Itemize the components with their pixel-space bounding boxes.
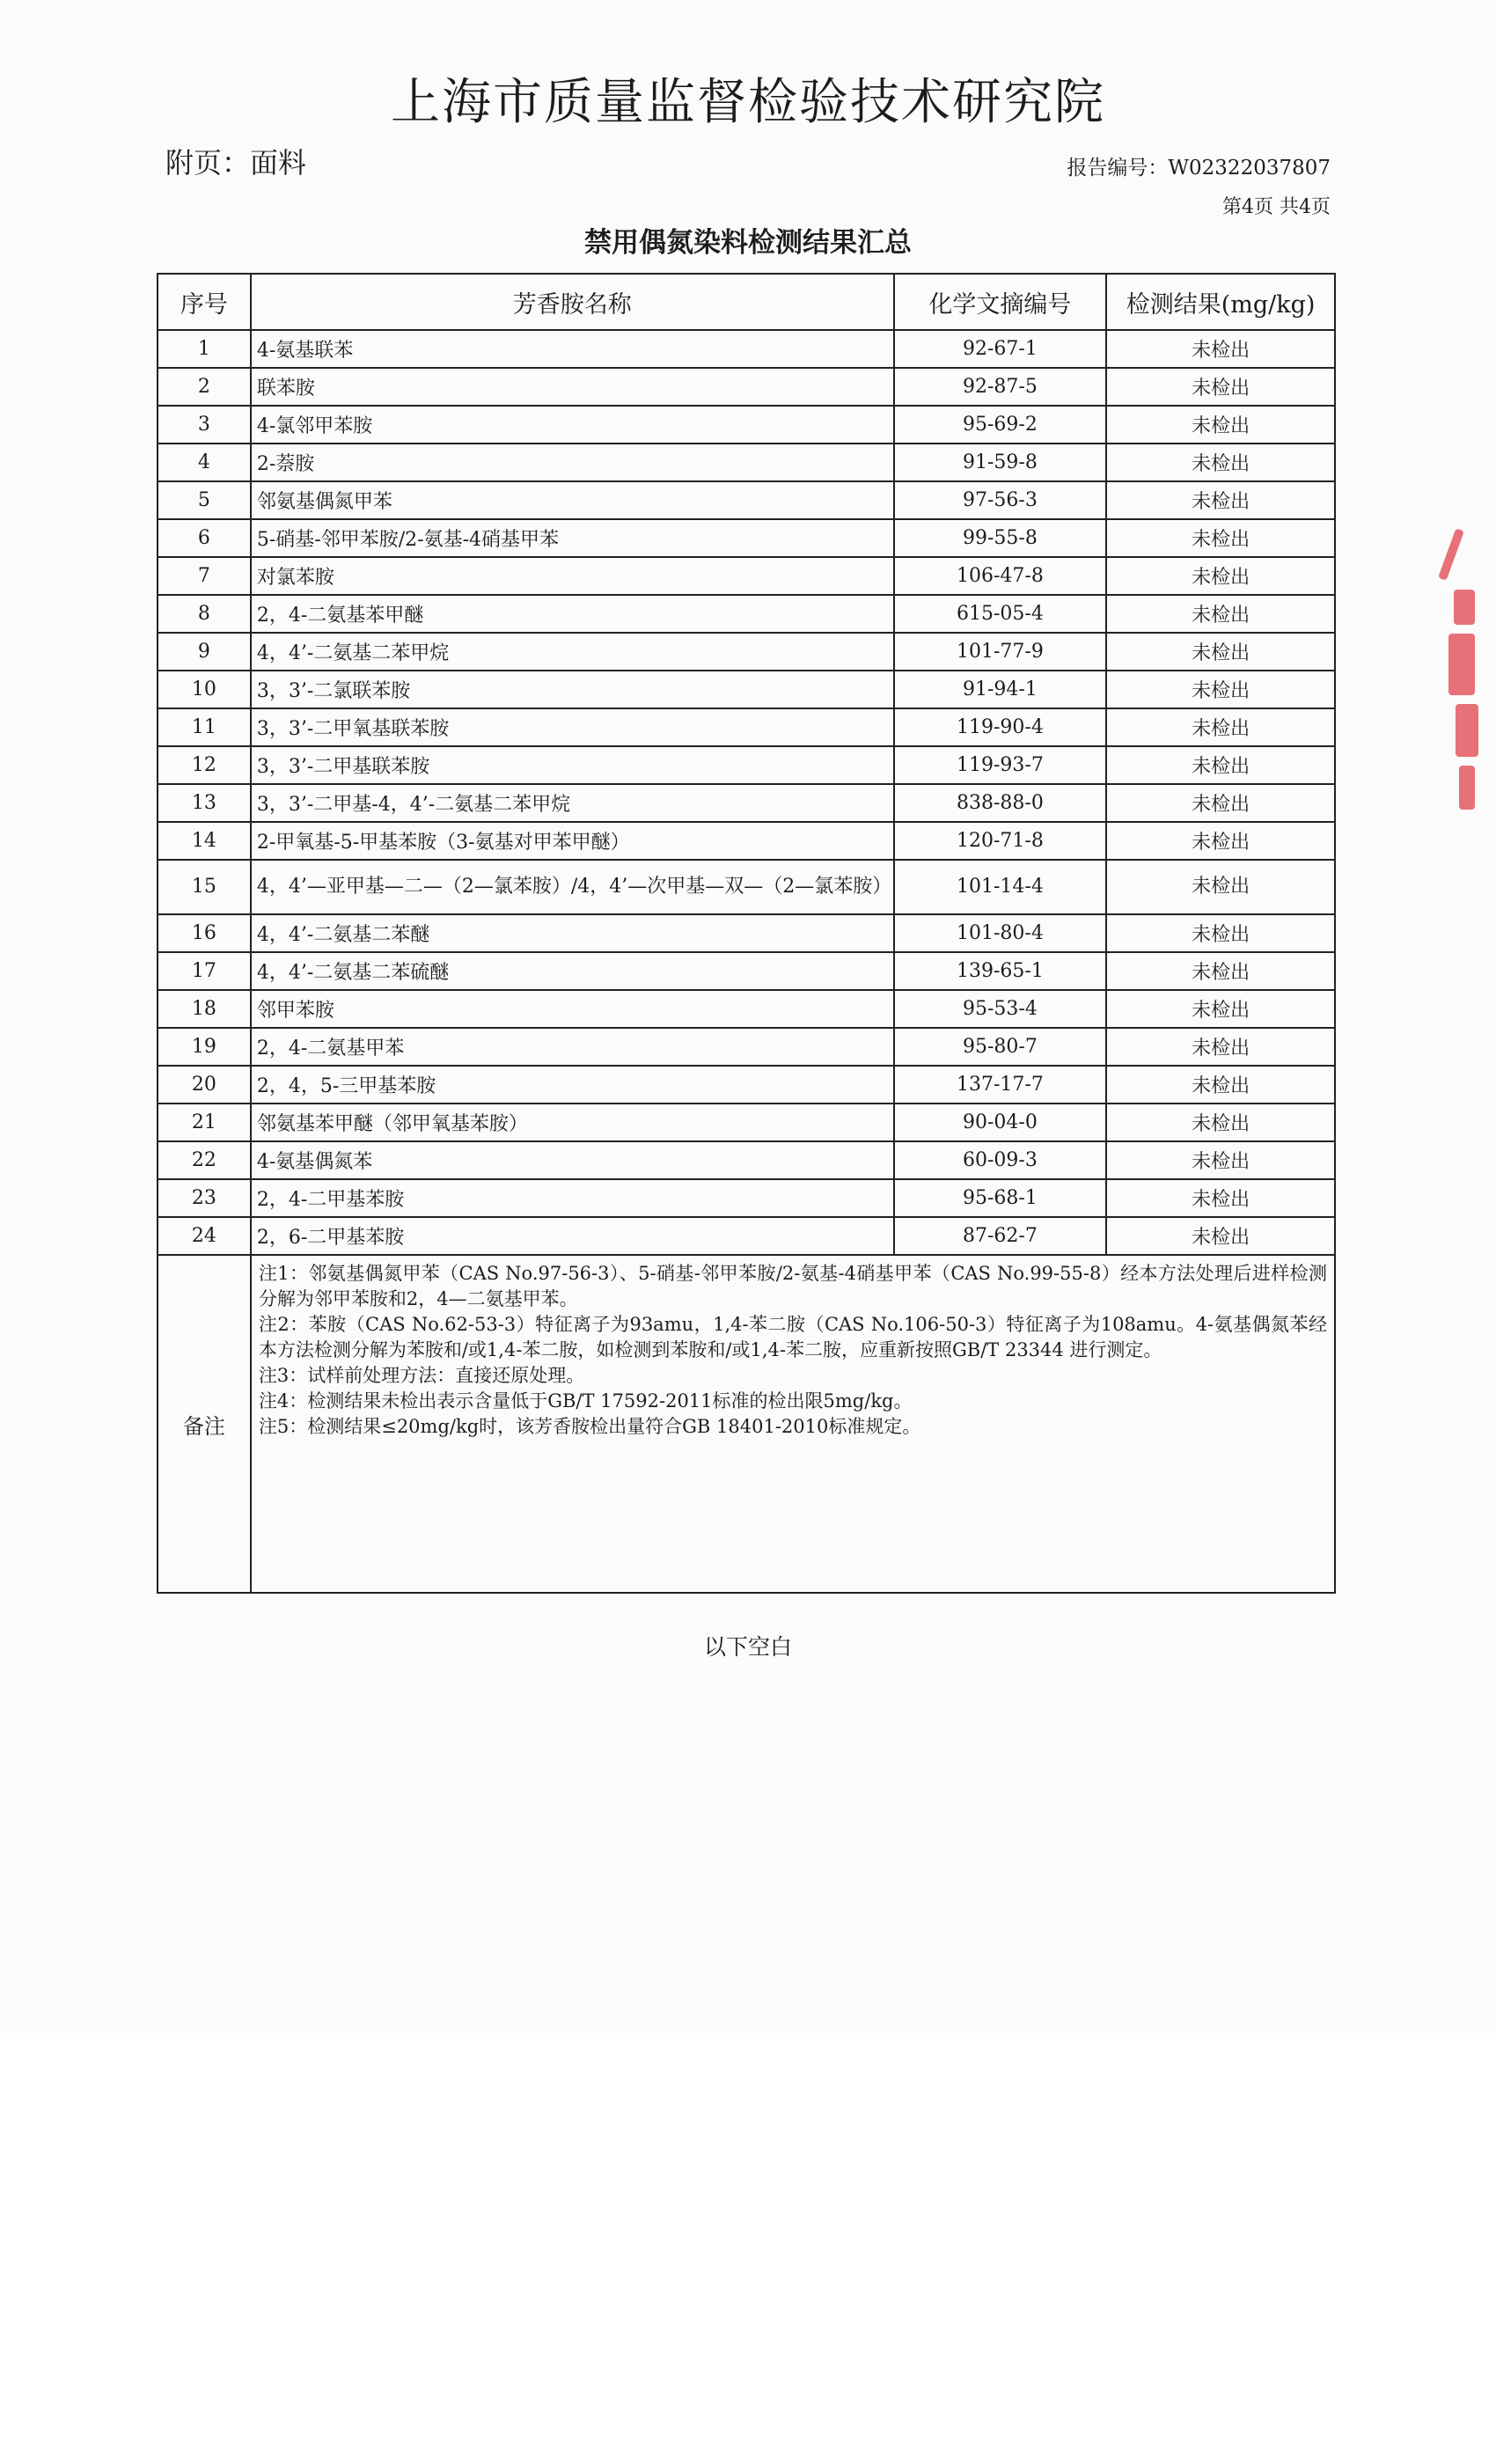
table-row: [158, 1066, 1335, 1104]
report-number: 报告编号：W02322037807: [1067, 157, 1331, 180]
cell-result: 未检出: [1106, 1179, 1335, 1217]
cell-no: 23: [158, 1179, 251, 1217]
cell-no: 10: [158, 671, 251, 708]
cell-cas: 91-59-8: [894, 444, 1107, 481]
cell-result: 未检出: [1106, 557, 1335, 595]
cell-cas: 119-90-4: [894, 708, 1107, 746]
cell-name: 4，4’—亚甲基—二—（2—氯苯胺）/4，4’—次甲基—双—（2—氯苯胺）: [251, 860, 894, 914]
cell-no: 21: [158, 1104, 251, 1141]
cell-cas: 95-69-2: [894, 406, 1107, 444]
table-row: [158, 1104, 1335, 1141]
cell-name: 4-氯邻甲苯胺: [251, 406, 894, 444]
table-row: [158, 595, 1335, 633]
note-2: 注2：苯胺（CAS No.62-53-3）特征离子为93amu，1,4-苯二胺（CAS No.106-50-3）特征离子为108amu。4-氨基偶氮苯经本方法检测分解为苯胺和/或1,4-苯二胺，如检测到苯胺和/或1,4-苯二胺，应重新按照GB/T 23344 进行测定。: [258, 1314, 1327, 1360]
cell-name: 2，4，5-三甲基苯胺: [251, 1066, 894, 1104]
cell-name: 3，3’-二氯联苯胺: [251, 671, 894, 708]
cell-no: 11: [158, 708, 251, 746]
cell-result: 未检出: [1106, 1141, 1335, 1179]
table-row: [158, 1141, 1335, 1179]
cell-cas: 92-67-1: [894, 330, 1107, 368]
note-3: 注3：试样前处理方法：直接还原处理。: [258, 1365, 585, 1386]
cell-result: 未检出: [1106, 406, 1335, 444]
table-row: [158, 952, 1335, 990]
institute-name: 上海市质量监督检验技术研究院: [391, 74, 1105, 131]
cell-result: 未检出: [1106, 444, 1335, 481]
cell-cas: 99-55-8: [894, 519, 1107, 557]
cell-result: 未检出: [1106, 708, 1335, 746]
cell-result: 未检出: [1106, 633, 1335, 671]
cell-no: 4: [158, 444, 251, 481]
cell-name: 2-甲氧基-5-甲基苯胺（3-氨基对甲苯甲醚）: [251, 822, 894, 860]
table-row: [158, 406, 1335, 444]
cell-no: 19: [158, 1028, 251, 1066]
document-title: 禁用偶氮染料检测结果汇总: [584, 227, 912, 259]
table-row: [158, 784, 1335, 822]
cell-cas: 95-53-4: [894, 990, 1107, 1028]
cell-cas: 119-93-7: [894, 746, 1107, 784]
table-row: [158, 633, 1335, 671]
cell-no: 7: [158, 557, 251, 595]
cell-result: 未检出: [1106, 519, 1335, 557]
cell-result: 未检出: [1106, 671, 1335, 708]
cell-cas: 60-09-3: [894, 1141, 1107, 1179]
cell-cas: 101-14-4: [894, 860, 1107, 914]
seal-stamp-fragment: [1443, 528, 1487, 818]
table-row: [158, 860, 1335, 914]
notes-label: 备注: [158, 1255, 251, 1593]
cell-name: 3，3’-二甲氧基联苯胺: [251, 708, 894, 746]
cell-no: 2: [158, 368, 251, 406]
cell-name: 2，4-二甲基苯胺: [251, 1179, 894, 1217]
note-4: 注4：检测结果未检出表示含量低于GB/T 17592-2011标准的检出限5mg/kg。: [258, 1390, 913, 1412]
table-row: [158, 1028, 1335, 1066]
cell-result: 未检出: [1106, 1066, 1335, 1104]
table-row: [158, 519, 1335, 557]
table-row: [158, 330, 1335, 368]
cell-name: 2，4-二氨基苯甲醚: [251, 595, 894, 633]
cell-no: 15: [158, 860, 251, 914]
cell-cas: 137-17-7: [894, 1066, 1107, 1104]
cell-name: 4-氨基联苯: [251, 330, 894, 368]
note-5: 注5：检测结果≤20mg/kg时，该芳香胺检出量符合GB 18401-2010标准规定。: [258, 1416, 921, 1437]
table-row: [158, 914, 1335, 952]
table-row: [158, 1217, 1335, 1255]
cell-no: 12: [158, 746, 251, 784]
cell-result: 未检出: [1106, 330, 1335, 368]
cell-name: 5-硝基-邻甲苯胺/2-氨基-4硝基甲苯: [251, 519, 894, 557]
cell-cas: 97-56-3: [894, 481, 1107, 519]
cell-no: 16: [158, 914, 251, 952]
table-row: [158, 444, 1335, 481]
table-row: [158, 1179, 1335, 1217]
header-name: 芳香胺名称: [251, 274, 894, 330]
cell-cas: 92-87-5: [894, 368, 1107, 406]
blank-below-note: 以下空白: [703, 1634, 792, 1660]
cell-result: 未检出: [1106, 990, 1335, 1028]
table-row: [158, 990, 1335, 1028]
header-result: 检测结果(mg/kg): [1106, 274, 1335, 330]
cell-no: 18: [158, 990, 251, 1028]
cell-cas: 838-88-0: [894, 784, 1107, 822]
header-cas: 化学文摘编号: [894, 274, 1107, 330]
cell-result: 未检出: [1106, 1028, 1335, 1066]
cell-no: 14: [158, 822, 251, 860]
cell-result: 未检出: [1106, 368, 1335, 406]
header-no: 序号: [158, 274, 251, 330]
note-1: 注1：邻氨基偶氮甲苯（CAS No.97-56-3）、5-硝基-邻甲苯胺/2-氨基-4硝基甲苯（CAS No.99-55-8）经本方法处理后进样检测分解为邻甲苯胺和2，4—二氨基甲苯。: [258, 1263, 1327, 1309]
table-row: [158, 557, 1335, 595]
cell-result: 未检出: [1106, 1104, 1335, 1141]
cell-name: 3，3’-二甲基联苯胺: [251, 746, 894, 784]
cell-cas: 106-47-8: [894, 557, 1107, 595]
table-header-row: [158, 274, 1335, 330]
results-table: [157, 273, 1336, 1594]
cell-cas: 95-68-1: [894, 1179, 1107, 1217]
cell-cas: 615-05-4: [894, 595, 1107, 633]
cell-cas: 101-80-4: [894, 914, 1107, 952]
cell-name: 2-萘胺: [251, 444, 894, 481]
table-body: [158, 330, 1335, 1255]
cell-result: 未检出: [1106, 952, 1335, 990]
cell-no: 17: [158, 952, 251, 990]
notes-row: [158, 1255, 1335, 1593]
cell-cas: 139-65-1: [894, 952, 1107, 990]
table-row: [158, 822, 1335, 860]
appendix-label: 附页：面料: [165, 146, 307, 180]
cell-result: 未检出: [1106, 822, 1335, 860]
cell-name: 3，3’-二甲基-4，4’-二氨基二苯甲烷: [251, 784, 894, 822]
cell-name: 4，4’-二氨基二苯甲烷: [251, 633, 894, 671]
cell-cas: 90-04-0: [894, 1104, 1107, 1141]
cell-cas: 87-62-7: [894, 1217, 1107, 1255]
cell-name: 联苯胺: [251, 368, 894, 406]
notes-cell: [251, 1255, 1335, 1593]
cell-name: 邻甲苯胺: [251, 990, 894, 1028]
cell-name: 邻氨基苯甲醚（邻甲氧基苯胺）: [251, 1104, 894, 1141]
cell-result: 未检出: [1106, 784, 1335, 822]
cell-no: 3: [158, 406, 251, 444]
table-row: [158, 481, 1335, 519]
cell-result: 未检出: [1106, 595, 1335, 633]
cell-no: 20: [158, 1066, 251, 1104]
cell-result: 未检出: [1106, 1217, 1335, 1255]
cell-name: 4，4’-二氨基二苯硫醚: [251, 952, 894, 990]
cell-name: 4，4’-二氨基二苯醚: [251, 914, 894, 952]
cell-name: 2，6-二甲基苯胺: [251, 1217, 894, 1255]
cell-result: 未检出: [1106, 746, 1335, 784]
cell-cas: 120-71-8: [894, 822, 1107, 860]
cell-no: 9: [158, 633, 251, 671]
cell-name: 2，4-二氨基甲苯: [251, 1028, 894, 1066]
cell-name: 4-氨基偶氮苯: [251, 1141, 894, 1179]
table-row: [158, 708, 1335, 746]
cell-no: 6: [158, 519, 251, 557]
page-number: 第4页 共4页: [1222, 196, 1331, 218]
table-row: [158, 368, 1335, 406]
cell-name: 邻氨基偶氮甲苯: [251, 481, 894, 519]
cell-no: 5: [158, 481, 251, 519]
cell-cas: 101-77-9: [894, 633, 1107, 671]
table-row: [158, 671, 1335, 708]
cell-result: 未检出: [1106, 481, 1335, 519]
cell-name: 对氯苯胺: [251, 557, 894, 595]
cell-no: 22: [158, 1141, 251, 1179]
cell-cas: 95-80-7: [894, 1028, 1107, 1066]
cell-result: 未检出: [1106, 860, 1335, 914]
cell-cas: 91-94-1: [894, 671, 1107, 708]
cell-no: 1: [158, 330, 251, 368]
cell-result: 未检出: [1106, 914, 1335, 952]
cell-no: 13: [158, 784, 251, 822]
cell-no: 8: [158, 595, 251, 633]
cell-no: 24: [158, 1217, 251, 1255]
table-row: [158, 746, 1335, 784]
